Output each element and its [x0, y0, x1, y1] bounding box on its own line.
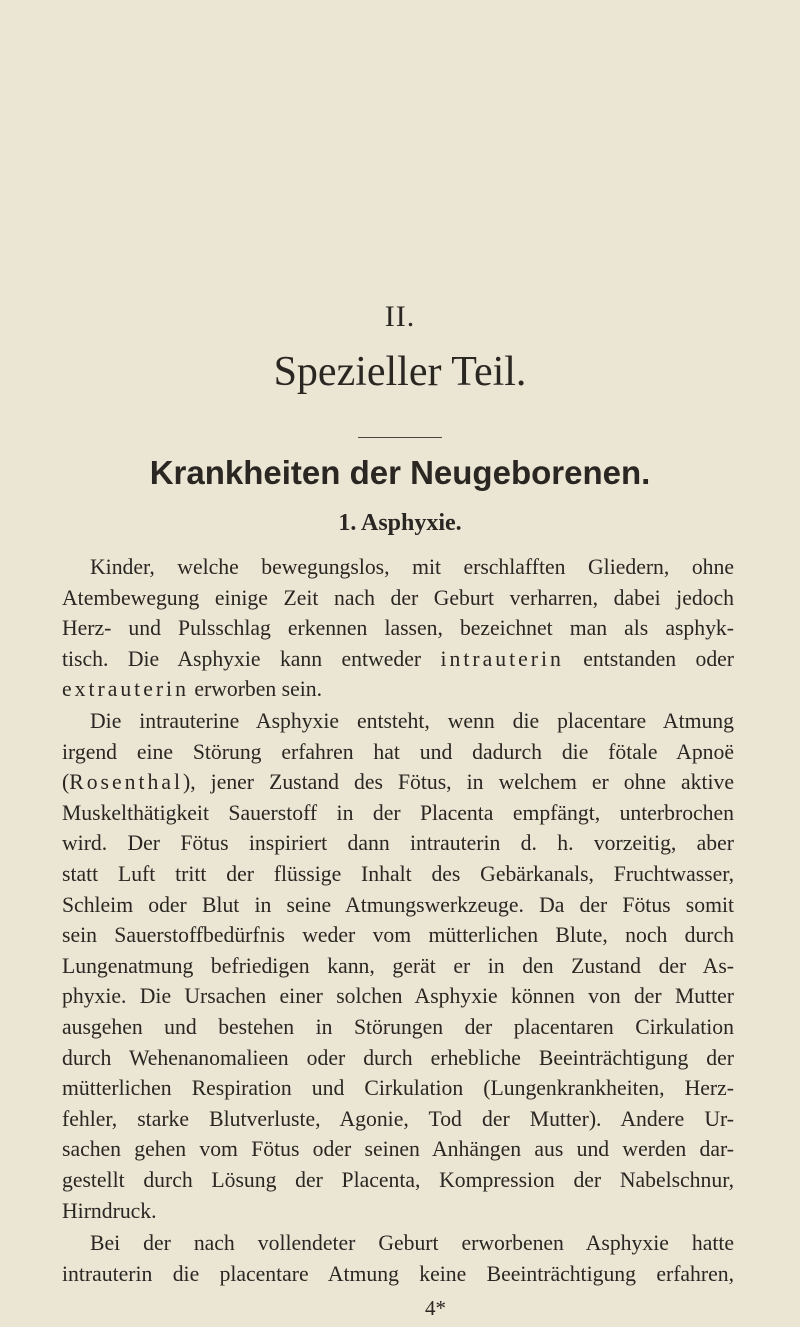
- chapter-title: Krankheiten der Neugeborenen.: [149, 454, 651, 491]
- signature-mark: 4*: [425, 1296, 446, 1320]
- text-line: gestellt durch Lösung der Placenta, Kompression der Nabelschnur,: [62, 1167, 734, 1192]
- text-line: irgend eine Störung erfahren hat und dadurch die fötale Apnoë: [62, 739, 734, 764]
- paragraph-2: [62, 706, 734, 1226]
- paragraph-3: [62, 1228, 734, 1289]
- text-line: [62, 674, 734, 705]
- part-title: Spezieller Teil.: [273, 349, 527, 395]
- text-line: Lungenatmung befriedigen kann, gerät er in den Zustand der As-: [62, 953, 734, 978]
- text-line: wird. Der Fötus inspiriert dann intrauterin d. h. vorzeitig, aber: [62, 831, 734, 856]
- divider-rule: [358, 437, 442, 438]
- text-line: mütterlichen Respiration und Cirkulation (Lungenkrankheiten, Herz-: [62, 1076, 734, 1101]
- text-run: erworben sein.: [194, 677, 323, 702]
- paragraph-1: [62, 552, 734, 705]
- text-line: [62, 767, 734, 798]
- text-run: tisch. Die Asphyxie kann entweder: [62, 646, 422, 671]
- text-line: sein Sauerstoffbedürfnis weder vom mütterlichen Blute, noch durch: [62, 923, 734, 948]
- text-line: intrauterin die placentare Atmung keine Beeinträchtigung erfahren,: [62, 1261, 734, 1286]
- text-line: Schleim oder Blut in seine Atmungswerkzeuge. Da der Fötus somit: [62, 892, 734, 917]
- text-run: entstanden oder: [583, 646, 735, 671]
- text-line: phyxie. Die Ursachen einer solchen Asphyxie können von der Mutter: [62, 984, 734, 1009]
- text-line: statt Luft tritt der flüssige Inhalt des Gebärkanals, Fruchtwasser,: [62, 861, 734, 886]
- author-name: Rosenthal: [69, 770, 183, 795]
- text-run: (: [62, 770, 70, 795]
- text-line: sachen gehen vom Fötus oder seinen Anhängen aus und werden dar-: [62, 1137, 734, 1162]
- spaced-term: intrauterin: [440, 646, 564, 671]
- text-line: [62, 644, 734, 675]
- text-line: Kinder, welche bewegungslos, mit erschlafften Gliedern, ohne: [90, 555, 734, 579]
- text-line: durch Wehenanomalieen oder durch erhebliche Beeinträchtigung der: [62, 1045, 734, 1070]
- text-run: ), jener Zustand des Fötus, in welchem er ohne aktive: [182, 770, 734, 795]
- part-number: II.: [384, 300, 416, 333]
- text-line: ausgehen und bestehen in Störungen der placentaren Cirkulation: [62, 1014, 734, 1039]
- text-line: Hirndruck.: [62, 1198, 157, 1223]
- text-line: Atembewegung einige Zeit nach der Geburt verharren, dabei jedoch: [62, 585, 734, 610]
- text-line: Muskelthätigkeit Sauerstoff in der Placenta empfängt, unterbrochen: [62, 800, 734, 825]
- text-line: Die intrauterine Asphyxie entsteht, wenn die placentare Atmung: [90, 709, 734, 733]
- spaced-term: extrauterin: [62, 677, 189, 702]
- section-title: 1. Asphyxie.: [338, 510, 462, 536]
- text-line: fehler, starke Blutverluste, Agonie, Tod der Mutter). Andere Ur-: [62, 1106, 734, 1131]
- text-line: Bei der nach vollendeter Geburt erworbenen Asphyxie hatte: [90, 1231, 734, 1255]
- text-line: Herz- und Pulsschlag erkennen lassen, bezeichnet man als asphyk-: [62, 616, 734, 641]
